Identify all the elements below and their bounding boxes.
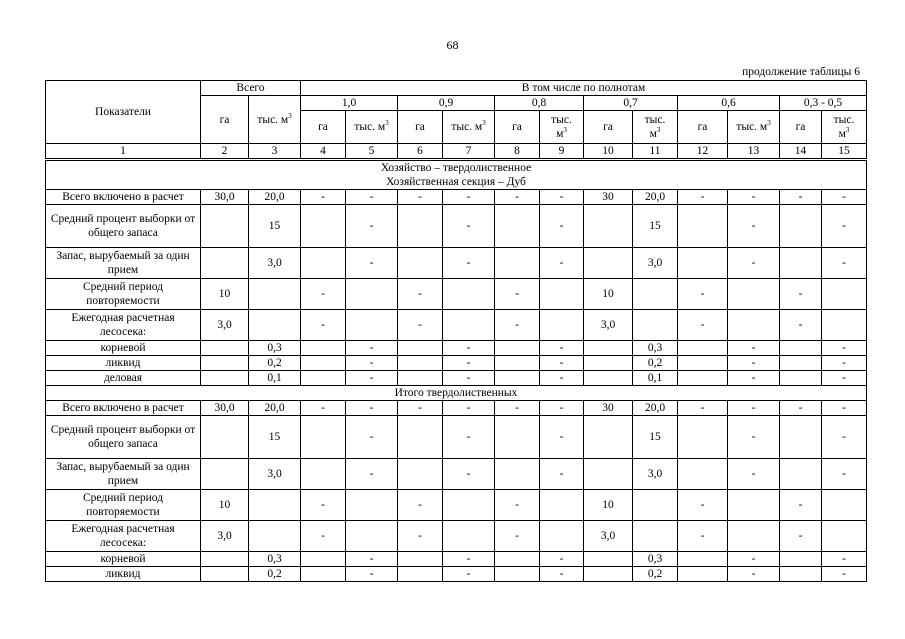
column-number-row bbox=[46, 144, 867, 160]
table-cell bbox=[301, 567, 346, 582]
table-row bbox=[46, 490, 867, 521]
table-cell bbox=[301, 371, 346, 386]
volume-header: тыс. $м^3$ bbox=[540, 111, 584, 144]
table-cell: - bbox=[443, 416, 495, 459]
table-cell bbox=[584, 341, 633, 356]
row-label: Средний процент выборки от общего запаса bbox=[46, 416, 201, 459]
row-label: Запас, вырубаемый за один прием bbox=[46, 248, 201, 279]
table-cell bbox=[584, 356, 633, 371]
table-cell bbox=[678, 567, 728, 582]
table-cell: 10 bbox=[201, 490, 249, 521]
table-row bbox=[46, 356, 867, 371]
table-cell bbox=[780, 371, 822, 386]
table-cell: - bbox=[346, 205, 398, 248]
table-cell: 3,0 bbox=[201, 521, 249, 552]
table-row bbox=[46, 459, 867, 490]
table-cell bbox=[443, 279, 495, 310]
table-cell: - bbox=[540, 248, 584, 279]
table-cell: - bbox=[780, 310, 822, 341]
table-row bbox=[46, 401, 867, 416]
table-cell bbox=[201, 371, 249, 386]
table-row bbox=[46, 190, 867, 205]
table-row bbox=[46, 416, 867, 459]
table-cell: - bbox=[678, 279, 728, 310]
table-cell: - bbox=[346, 416, 398, 459]
table-cell: 15 bbox=[633, 416, 678, 459]
table-cell bbox=[346, 521, 398, 552]
table-cell: - bbox=[443, 401, 495, 416]
table-cell: - bbox=[346, 567, 398, 582]
table-cell: - bbox=[540, 567, 584, 582]
table-cell: - bbox=[540, 416, 584, 459]
table-cell bbox=[495, 416, 540, 459]
table-cell bbox=[495, 552, 540, 567]
table-cell bbox=[249, 310, 301, 341]
table-cell bbox=[495, 459, 540, 490]
table-cell: - bbox=[443, 248, 495, 279]
table-cell bbox=[201, 567, 249, 582]
row-label: Всего включено в расчет bbox=[46, 401, 201, 416]
page-number: 68 bbox=[446, 38, 459, 52]
table-cell: - bbox=[346, 190, 398, 205]
density-header: 0,9 bbox=[398, 96, 495, 111]
table-cell: 0,3 bbox=[633, 341, 678, 356]
table-cell: - bbox=[728, 552, 780, 567]
table-cell: 20,0 bbox=[249, 190, 301, 205]
table-cell bbox=[249, 279, 301, 310]
table-cell bbox=[633, 521, 678, 552]
table-cell bbox=[201, 552, 249, 567]
table-cell bbox=[201, 341, 249, 356]
table-cell bbox=[201, 205, 249, 248]
table-cell bbox=[398, 205, 443, 248]
table-cell bbox=[540, 521, 584, 552]
table-cell bbox=[398, 371, 443, 386]
table-cell bbox=[584, 459, 633, 490]
table-cell bbox=[443, 521, 495, 552]
table-cell: 3,0 bbox=[584, 521, 633, 552]
table-cell: 15 bbox=[633, 205, 678, 248]
table-cell bbox=[201, 459, 249, 490]
table-cell: - bbox=[822, 567, 867, 582]
table-cell: - bbox=[346, 341, 398, 356]
table-cell bbox=[443, 490, 495, 521]
table-cell: - bbox=[443, 459, 495, 490]
row-label: Ежегодная расчетная лесосека: bbox=[46, 521, 201, 552]
table-cell: - bbox=[301, 490, 346, 521]
table-cell bbox=[495, 371, 540, 386]
table-cell bbox=[301, 459, 346, 490]
column-number: 14 bbox=[780, 144, 822, 160]
table-cell: - bbox=[398, 521, 443, 552]
table-cell: - bbox=[301, 190, 346, 205]
table-cell: - bbox=[728, 567, 780, 582]
table-cell bbox=[728, 310, 780, 341]
table-cell bbox=[780, 205, 822, 248]
table-cell: - bbox=[822, 371, 867, 386]
column-number: 11 bbox=[633, 144, 678, 160]
table-cell bbox=[398, 356, 443, 371]
column-number: 2 bbox=[201, 144, 249, 160]
table-cell: 0,2 bbox=[249, 356, 301, 371]
table-cell: - bbox=[728, 459, 780, 490]
table-cell: 10 bbox=[201, 279, 249, 310]
table-cell: - bbox=[540, 552, 584, 567]
table-cell: - bbox=[728, 341, 780, 356]
table-cell: - bbox=[495, 490, 540, 521]
table-cell bbox=[633, 490, 678, 521]
table-cell: - bbox=[398, 490, 443, 521]
table-cell: - bbox=[678, 401, 728, 416]
table-row bbox=[46, 248, 867, 279]
table-cell: 30 bbox=[584, 190, 633, 205]
table-cell: - bbox=[822, 205, 867, 248]
table-cell bbox=[728, 279, 780, 310]
total-volume-header: тыс. $м^3$ bbox=[249, 96, 301, 144]
table-cell bbox=[398, 341, 443, 356]
ha-header: га bbox=[678, 111, 728, 144]
table-cell: - bbox=[346, 552, 398, 567]
table-cell: - bbox=[728, 401, 780, 416]
table-cell: 15 bbox=[249, 416, 301, 459]
table-cell: - bbox=[540, 401, 584, 416]
table-cell: - bbox=[301, 279, 346, 310]
row-label: ликвид bbox=[46, 356, 201, 371]
table-cell: - bbox=[301, 310, 346, 341]
table-cell bbox=[822, 490, 867, 521]
table-cell bbox=[249, 521, 301, 552]
table-cell bbox=[678, 552, 728, 567]
table-cell: 0,1 bbox=[249, 371, 301, 386]
table-cell bbox=[301, 205, 346, 248]
section-title-row bbox=[46, 386, 867, 401]
table-cell: - bbox=[780, 279, 822, 310]
column-number: 3 bbox=[249, 144, 301, 160]
section-title-row bbox=[46, 160, 867, 190]
table-cell bbox=[495, 356, 540, 371]
column-number: 10 bbox=[584, 144, 633, 160]
table-cell bbox=[495, 248, 540, 279]
section-title bbox=[46, 386, 867, 401]
table-cell bbox=[633, 279, 678, 310]
table-cell: - bbox=[495, 310, 540, 341]
column-number: 7 bbox=[443, 144, 495, 160]
row-label: корневой bbox=[46, 341, 201, 356]
table-cell bbox=[443, 310, 495, 341]
table-cell: - bbox=[495, 190, 540, 205]
table-cell: 30,0 bbox=[201, 401, 249, 416]
table-cell: 0,3 bbox=[249, 341, 301, 356]
column-number: 1 bbox=[46, 144, 201, 160]
table-cell: - bbox=[780, 521, 822, 552]
table-cell: - bbox=[398, 401, 443, 416]
table-cell bbox=[398, 416, 443, 459]
table-cell bbox=[398, 552, 443, 567]
volume-header: тыс. $м^3$ bbox=[633, 111, 678, 144]
table-cell bbox=[633, 310, 678, 341]
volume-header: тыс. $м^3$ bbox=[822, 111, 867, 144]
table-cell bbox=[201, 356, 249, 371]
table-cell: 0,3 bbox=[633, 552, 678, 567]
table-cell bbox=[728, 490, 780, 521]
table-cell: - bbox=[398, 279, 443, 310]
table-row bbox=[46, 341, 867, 356]
table-cell: - bbox=[822, 401, 867, 416]
table-cell: - bbox=[346, 401, 398, 416]
table-cell: - bbox=[822, 190, 867, 205]
table-cell bbox=[780, 567, 822, 582]
table-row bbox=[46, 205, 867, 248]
table-cell: - bbox=[780, 490, 822, 521]
table-cell bbox=[398, 248, 443, 279]
ha-header: га bbox=[780, 111, 822, 144]
table-cell: - bbox=[495, 521, 540, 552]
table-cell: 20,0 bbox=[633, 401, 678, 416]
table-cell bbox=[678, 248, 728, 279]
section-title bbox=[46, 160, 867, 190]
table-cell: 3,0 bbox=[201, 310, 249, 341]
table-cell: - bbox=[398, 310, 443, 341]
table-cell: - bbox=[443, 552, 495, 567]
table-cell bbox=[584, 416, 633, 459]
table-cell: 30 bbox=[584, 401, 633, 416]
density-header: 1,0 bbox=[301, 96, 398, 111]
row-label: ликвид bbox=[46, 567, 201, 582]
table-cell bbox=[678, 205, 728, 248]
table-cell bbox=[495, 567, 540, 582]
table-cell: - bbox=[728, 371, 780, 386]
table-cell: 0,2 bbox=[633, 356, 678, 371]
table-cell bbox=[678, 356, 728, 371]
table-cell: 3,0 bbox=[633, 248, 678, 279]
table-cell: 15 bbox=[249, 205, 301, 248]
table-cell bbox=[495, 205, 540, 248]
table-cell: - bbox=[780, 401, 822, 416]
table-cell: - bbox=[443, 567, 495, 582]
table-cell: - bbox=[346, 371, 398, 386]
table-cell bbox=[398, 567, 443, 582]
ha-header: га bbox=[495, 111, 540, 144]
table-cell: - bbox=[728, 205, 780, 248]
table-cell bbox=[301, 552, 346, 567]
table-cell bbox=[822, 279, 867, 310]
ha-header: га bbox=[584, 111, 633, 144]
table-cell: - bbox=[728, 356, 780, 371]
total-ha-header: га bbox=[201, 96, 249, 144]
column-number: 9 bbox=[540, 144, 584, 160]
section-title-line: Итого твердолиственных bbox=[394, 387, 518, 399]
table-cell bbox=[584, 248, 633, 279]
column-number: 4 bbox=[301, 144, 346, 160]
table-cell bbox=[780, 459, 822, 490]
table-cell: - bbox=[678, 521, 728, 552]
header-row-1 bbox=[46, 81, 867, 96]
row-label: корневой bbox=[46, 552, 201, 567]
table-cell: 0,2 bbox=[633, 567, 678, 582]
table-cell bbox=[201, 416, 249, 459]
column-number: 5 bbox=[346, 144, 398, 160]
table-cell: - bbox=[822, 459, 867, 490]
table-row bbox=[46, 521, 867, 552]
table-row bbox=[46, 310, 867, 341]
table-row bbox=[46, 552, 867, 567]
density-header: 0,7 bbox=[584, 96, 678, 111]
table-cell bbox=[540, 279, 584, 310]
table-cell bbox=[301, 248, 346, 279]
table-cell: - bbox=[780, 190, 822, 205]
table-cell bbox=[678, 459, 728, 490]
table-cell bbox=[201, 248, 249, 279]
table-cell: - bbox=[678, 490, 728, 521]
table-cell bbox=[346, 490, 398, 521]
column-number: 15 bbox=[822, 144, 867, 160]
table-cell bbox=[346, 310, 398, 341]
table-cell: 10 bbox=[584, 490, 633, 521]
section-title-line: Хозяйство – твердолиственное bbox=[380, 162, 532, 174]
indicators-header: Показатели bbox=[46, 81, 201, 144]
table-cell: - bbox=[443, 371, 495, 386]
table-cell: - bbox=[346, 459, 398, 490]
table-cell: - bbox=[678, 310, 728, 341]
row-label: Средний процент выборки от общего запаса bbox=[46, 205, 201, 248]
table-cell bbox=[728, 521, 780, 552]
table-cell bbox=[584, 371, 633, 386]
table-cell: - bbox=[301, 401, 346, 416]
table-cell: - bbox=[678, 190, 728, 205]
table-cell bbox=[780, 552, 822, 567]
table-cell: - bbox=[822, 248, 867, 279]
density-header: 0,3 - 0,5 bbox=[780, 96, 867, 111]
density-header: 0,8 bbox=[495, 96, 584, 111]
row-label: Запас, вырубаемый за один прием bbox=[46, 459, 201, 490]
volume-header: тыс. $м^3$ bbox=[346, 111, 398, 144]
table-cell: - bbox=[346, 356, 398, 371]
density-header: 0,6 bbox=[678, 96, 780, 111]
volume-header: тыс. $м^3$ bbox=[443, 111, 495, 144]
column-number: 6 bbox=[398, 144, 443, 160]
table-cell: - bbox=[540, 190, 584, 205]
row-label: Средний период повторяемости bbox=[46, 490, 201, 521]
table-cell: 20,0 bbox=[249, 401, 301, 416]
table-cell bbox=[584, 552, 633, 567]
column-number: 8 bbox=[495, 144, 540, 160]
table-cell bbox=[678, 416, 728, 459]
table-cell bbox=[584, 205, 633, 248]
row-label: Ежегодная расчетная лесосека: bbox=[46, 310, 201, 341]
table-cell: 3,0 bbox=[633, 459, 678, 490]
table-cell: - bbox=[540, 341, 584, 356]
table-cell bbox=[249, 490, 301, 521]
table-cell: - bbox=[398, 190, 443, 205]
column-number: 13 bbox=[728, 144, 780, 160]
table-cell: - bbox=[822, 416, 867, 459]
table-cell bbox=[780, 356, 822, 371]
table-cell bbox=[301, 416, 346, 459]
table-cell: 30,0 bbox=[201, 190, 249, 205]
row-label: деловая bbox=[46, 371, 201, 386]
table-cell: - bbox=[540, 356, 584, 371]
table-continuation-note: продолжение таблицы 6 bbox=[742, 66, 860, 78]
table-cell bbox=[495, 341, 540, 356]
table-cell: - bbox=[443, 356, 495, 371]
table-cell: - bbox=[822, 341, 867, 356]
table-cell: 10 bbox=[584, 279, 633, 310]
table-cell bbox=[780, 341, 822, 356]
density-group-header: В том числе по полнотам bbox=[301, 81, 867, 96]
table-cell: - bbox=[301, 521, 346, 552]
table-cell bbox=[822, 310, 867, 341]
table-cell: - bbox=[443, 341, 495, 356]
cutting-area-table bbox=[45, 80, 867, 582]
table-cell bbox=[678, 371, 728, 386]
table-cell: - bbox=[540, 459, 584, 490]
table-cell: - bbox=[540, 205, 584, 248]
row-label: Средний период повторяемости bbox=[46, 279, 201, 310]
table-cell: - bbox=[443, 190, 495, 205]
table-cell bbox=[780, 248, 822, 279]
table-cell: - bbox=[443, 205, 495, 248]
ha-header: га bbox=[301, 111, 346, 144]
table-cell: 0,1 bbox=[633, 371, 678, 386]
table-cell: - bbox=[822, 356, 867, 371]
table-cell: - bbox=[728, 190, 780, 205]
volume-header: тыс. $м^3$ bbox=[728, 111, 780, 144]
total-header: Всего bbox=[201, 81, 301, 96]
table-cell: - bbox=[540, 371, 584, 386]
table-cell: 3,0 bbox=[249, 459, 301, 490]
table-cell bbox=[301, 356, 346, 371]
table-cell: - bbox=[495, 279, 540, 310]
table-cell: 0,2 bbox=[249, 567, 301, 582]
table-cell: - bbox=[346, 248, 398, 279]
table-cell bbox=[346, 279, 398, 310]
table-cell: - bbox=[728, 416, 780, 459]
section-title-line: Хозяйственная секция – Дуб bbox=[386, 176, 526, 188]
table-cell bbox=[540, 490, 584, 521]
table-cell bbox=[584, 567, 633, 582]
table-row bbox=[46, 279, 867, 310]
table-cell bbox=[780, 416, 822, 459]
table-cell: - bbox=[728, 248, 780, 279]
table-cell bbox=[822, 521, 867, 552]
table-row bbox=[46, 371, 867, 386]
table-row bbox=[46, 567, 867, 582]
table-cell: - bbox=[822, 552, 867, 567]
table-cell: 3,0 bbox=[584, 310, 633, 341]
table-cell: 0,3 bbox=[249, 552, 301, 567]
table-cell bbox=[540, 310, 584, 341]
table-cell: 20,0 bbox=[633, 190, 678, 205]
table-cell bbox=[398, 459, 443, 490]
table-cell: 3,0 bbox=[249, 248, 301, 279]
table-cell bbox=[301, 341, 346, 356]
row-label: Всего включено в расчет bbox=[46, 190, 201, 205]
table-cell: - bbox=[495, 401, 540, 416]
table-cell bbox=[678, 341, 728, 356]
ha-header: га bbox=[398, 111, 443, 144]
column-number: 12 bbox=[678, 144, 728, 160]
